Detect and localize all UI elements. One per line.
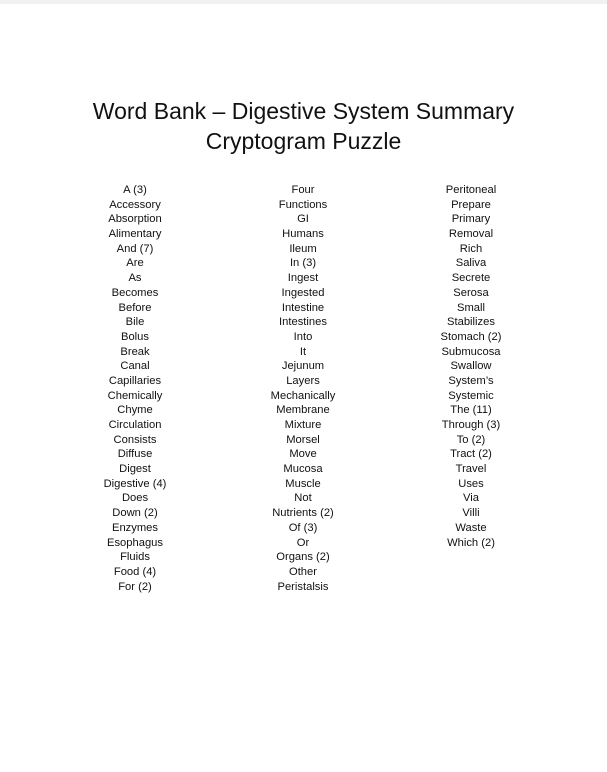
word-bank-entry: Mechanically [270,389,336,402]
word-bank-entry: Are [126,257,144,270]
word-bank-entry: Into [293,330,313,343]
word-bank-entry: Saliva [455,257,487,270]
page-subtitle: Cryptogram Puzzle [205,128,402,154]
word-bank-entry: Before [118,301,152,314]
word-bank-entry: Absorption [108,213,162,226]
word-bank-entry: Layers [286,374,320,387]
word-bank-entry: Consists [113,433,157,446]
word-bank-entry: Stomach (2) [440,330,502,343]
word-bank-entry: Membrane [276,404,330,417]
word-bank-entry: Diffuse [117,448,153,461]
word-bank-entry: Four [291,184,315,196]
word-bank-entry: Waste [455,521,487,534]
word-bank-entry: Digestive (4) [103,477,167,490]
word-bank-entry: Submucosa [441,345,501,358]
word-bank-entry: Removal [448,228,494,241]
word-bank-entry: Muscle [285,477,321,490]
word-bank-entry: Systemic [448,389,494,402]
word-bank-entry: And (7) [116,242,154,255]
word-bank-entry: Nutrients (2) [272,507,334,520]
word-bank-entry: Organs (2) [276,551,330,564]
word-bank-entry: Chemically [107,389,163,402]
word-bank-entry: Serosa [453,286,489,299]
word-bank-entry: Rich [459,242,483,255]
page-top-edge [0,0,607,4]
word-bank-column-2 [223,183,383,594]
word-bank-entry: Primary [451,213,491,226]
word-bank-entry: Ingested [281,286,325,299]
word-bank-entry: Does [121,492,149,505]
word-bank-entry: Functions [278,198,328,211]
word-bank-entry: Which (2) [447,536,495,549]
word-bank-column-3 [391,183,551,550]
word-bank-entry: Peristalsis [277,580,329,593]
word-bank-entry: For (2) [118,580,152,593]
word-bank-entry: Villi [462,507,480,520]
word-bank-entry: Enzymes [111,521,158,534]
word-bank-entry: Not [294,492,312,505]
word-bank-entry: Jejunum [281,360,325,373]
word-bank-entry: Humans [282,228,324,241]
word-bank-entry: Intestines [279,316,327,329]
word-bank-entry: Break [120,345,150,358]
word-bank-entry: Intestine [281,301,325,314]
word-bank-entry: Or [296,536,310,549]
word-bank-entry: Mixture [284,419,322,431]
word-bank-entry: Move [289,448,317,461]
word-bank-entry: Travel [455,463,487,476]
word-bank-entry: Down (2) [112,507,158,520]
word-bank-entry: Becomes [111,286,159,299]
word-bank-entry: As [128,272,142,285]
word-bank-entry: It [299,345,307,358]
word-bank-entry: Secrete [451,272,491,285]
word-bank-entry: To (2) [456,433,486,446]
word-bank-column-1 [55,183,215,594]
word-bank-entry: Esophagus [107,536,163,549]
word-bank-entry: Uses [458,477,484,490]
word-bank-entry: A (3) [123,184,147,196]
word-bank-entry: Prepare [451,198,491,211]
word-bank-entry: Stabilizes [447,316,495,329]
word-bank-entry: Ingest [287,272,319,285]
word-bank-entry: Food (4) [113,565,157,578]
word-bank-entry: Chyme [117,404,153,417]
word-bank-entry: Fluids [120,551,150,564]
word-bank-entry: Accessory [109,198,161,211]
word-bank-entry: Circulation [108,419,162,431]
word-bank-entry: Bolus [121,330,149,343]
word-bank-entry: Mucosa [283,463,323,476]
word-bank-entry: Swallow [450,360,492,373]
word-bank-entry: Morsel [286,433,320,446]
word-bank-entry: Capillaries [108,374,162,387]
word-bank-entry: Canal [120,360,150,373]
page-title: Word Bank – Digestive System Summary [92,98,515,124]
word-bank-entry: Other [289,565,317,578]
word-bank-entry: Bile [125,316,145,329]
word-bank-entry: GI [297,213,309,226]
word-bank-entry: Peritoneal [445,184,497,196]
word-bank-entry: Alimentary [108,228,162,241]
word-bank-entry: In (3) [289,257,317,270]
word-bank-entry: Through (3) [441,419,501,431]
word-bank-entry: Small [457,301,485,314]
word-bank-entry: Ileum [289,242,317,255]
word-bank-entry: Tract (2) [450,448,492,461]
word-bank-entry: Via [463,492,479,505]
word-bank-entry: The (11) [450,404,492,417]
word-bank-entry: Of (3) [288,521,318,534]
word-bank-entry: Digest [119,463,151,476]
word-bank-entry: System’s [448,374,494,387]
